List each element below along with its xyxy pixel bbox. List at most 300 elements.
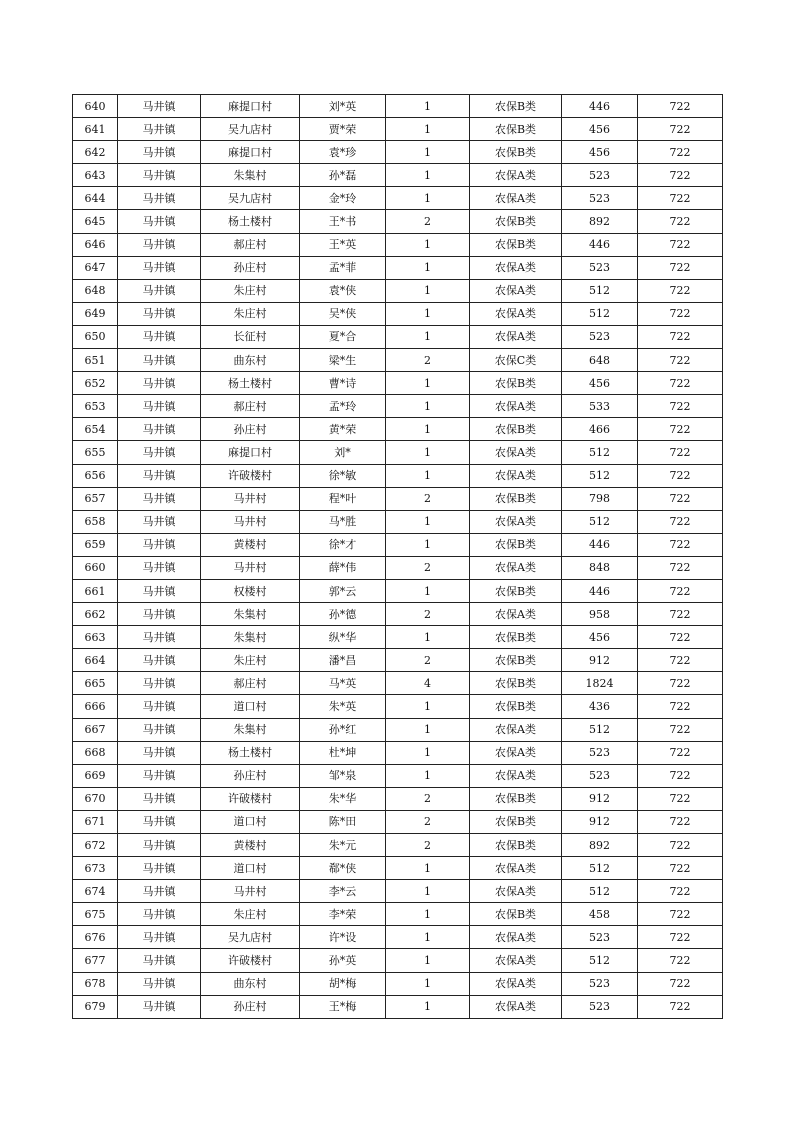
town-cell: 马井镇 (118, 372, 201, 395)
row-number-cell: 664 (73, 649, 118, 672)
table-row (73, 164, 723, 187)
insurance-type-cell: 农保B类 (470, 834, 562, 857)
insurance-type-cell: 农保A类 (470, 441, 562, 464)
table-row (73, 372, 723, 395)
village-cell: 孙庄村 (201, 995, 300, 1018)
standard-cell: 722 (638, 95, 723, 118)
village-cell: 道口村 (201, 857, 300, 880)
table-row (73, 533, 723, 556)
insurance-type-cell: 农保A类 (470, 949, 562, 972)
village-cell: 麻提口村 (201, 441, 300, 464)
town-cell: 马井镇 (118, 995, 201, 1018)
table-row (73, 395, 723, 418)
insurance-type-cell: 农保B类 (470, 626, 562, 649)
insurance-type-cell: 农保B类 (470, 233, 562, 256)
name-cell: 李*荣 (300, 903, 386, 926)
town-cell: 马井镇 (118, 810, 201, 833)
row-number-cell: 658 (73, 510, 118, 533)
row-number-cell: 675 (73, 903, 118, 926)
insurance-type-cell: 农保A类 (470, 718, 562, 741)
village-cell: 马井村 (201, 556, 300, 579)
row-number-cell: 648 (73, 279, 118, 302)
amount-cell: 436 (562, 695, 638, 718)
town-cell: 马井镇 (118, 487, 201, 510)
row-number-cell: 642 (73, 141, 118, 164)
amount-cell: 523 (562, 187, 638, 210)
town-cell: 马井镇 (118, 395, 201, 418)
table-row (73, 695, 723, 718)
name-cell: 刘* (300, 441, 386, 464)
insurance-type-cell: 农保B类 (470, 118, 562, 141)
household-count-cell: 1 (386, 533, 470, 556)
town-cell: 马井镇 (118, 510, 201, 533)
standard-cell: 722 (638, 233, 723, 256)
name-cell: 王*书 (300, 210, 386, 233)
household-count-cell: 2 (386, 487, 470, 510)
village-cell: 曲东村 (201, 972, 300, 995)
name-cell: 袁*珍 (300, 141, 386, 164)
standard-cell: 722 (638, 210, 723, 233)
town-cell: 马井镇 (118, 441, 201, 464)
name-cell: 徐*才 (300, 533, 386, 556)
town-cell: 马井镇 (118, 556, 201, 579)
amount-cell: 512 (562, 718, 638, 741)
standard-cell: 722 (638, 672, 723, 695)
table-row (73, 302, 723, 325)
name-cell: 潘*昌 (300, 649, 386, 672)
household-count-cell: 2 (386, 649, 470, 672)
table-row (73, 972, 723, 995)
village-cell: 黄楼村 (201, 533, 300, 556)
insurance-type-cell: 农保A类 (470, 325, 562, 348)
town-cell: 马井镇 (118, 256, 201, 279)
row-number-cell: 641 (73, 118, 118, 141)
amount-cell: 512 (562, 510, 638, 533)
table-row (73, 579, 723, 602)
name-cell: 金*玲 (300, 187, 386, 210)
row-number-cell: 671 (73, 810, 118, 833)
household-count-cell: 1 (386, 279, 470, 302)
town-cell: 马井镇 (118, 741, 201, 764)
table-row (73, 141, 723, 164)
household-count-cell: 2 (386, 603, 470, 626)
table-row (73, 949, 723, 972)
insurance-type-cell: 农保A类 (470, 164, 562, 187)
table-row (73, 787, 723, 810)
row-number-cell: 657 (73, 487, 118, 510)
table-row (73, 418, 723, 441)
village-cell: 道口村 (201, 810, 300, 833)
insurance-type-cell: 农保A类 (470, 857, 562, 880)
name-cell: 朱*华 (300, 787, 386, 810)
name-cell: 孙*德 (300, 603, 386, 626)
insurance-type-cell: 农保C类 (470, 349, 562, 372)
name-cell: 孟*玲 (300, 395, 386, 418)
row-number-cell: 645 (73, 210, 118, 233)
name-cell: 王*英 (300, 233, 386, 256)
village-cell: 杨土楼村 (201, 741, 300, 764)
standard-cell: 722 (638, 556, 723, 579)
insurance-type-cell: 农保A类 (470, 764, 562, 787)
household-count-cell: 1 (386, 256, 470, 279)
town-cell: 马井镇 (118, 764, 201, 787)
amount-cell: 446 (562, 533, 638, 556)
household-count-cell: 1 (386, 718, 470, 741)
table-row (73, 187, 723, 210)
standard-cell: 722 (638, 880, 723, 903)
standard-cell: 722 (638, 972, 723, 995)
standard-cell: 722 (638, 926, 723, 949)
row-number-cell: 669 (73, 764, 118, 787)
table-row (73, 233, 723, 256)
amount-cell: 512 (562, 857, 638, 880)
household-count-cell: 1 (386, 579, 470, 602)
household-count-cell: 1 (386, 903, 470, 926)
village-cell: 麻提口村 (201, 95, 300, 118)
name-cell: 贾*荣 (300, 118, 386, 141)
insurance-type-cell: 农保A类 (470, 279, 562, 302)
table-row (73, 279, 723, 302)
table-row (73, 857, 723, 880)
amount-cell: 446 (562, 233, 638, 256)
row-number-cell: 653 (73, 395, 118, 418)
standard-cell: 722 (638, 164, 723, 187)
insurance-type-cell: 农保A类 (470, 187, 562, 210)
amount-cell: 892 (562, 834, 638, 857)
insurance-type-cell: 农保B类 (470, 810, 562, 833)
amount-cell: 446 (562, 95, 638, 118)
town-cell: 马井镇 (118, 118, 201, 141)
name-cell: 刘*英 (300, 95, 386, 118)
town-cell: 马井镇 (118, 949, 201, 972)
village-cell: 朱庄村 (201, 649, 300, 672)
table-row (73, 649, 723, 672)
standard-cell: 722 (638, 649, 723, 672)
name-cell: 郭*云 (300, 579, 386, 602)
town-cell: 马井镇 (118, 857, 201, 880)
town-cell: 马井镇 (118, 603, 201, 626)
insurance-type-cell: 农保B类 (470, 487, 562, 510)
standard-cell: 722 (638, 464, 723, 487)
table-row (73, 95, 723, 118)
standard-cell: 722 (638, 579, 723, 602)
row-number-cell: 654 (73, 418, 118, 441)
row-number-cell: 674 (73, 880, 118, 903)
village-cell: 马井村 (201, 880, 300, 903)
amount-cell: 512 (562, 464, 638, 487)
insurance-type-cell: 农保A类 (470, 302, 562, 325)
amount-cell: 456 (562, 372, 638, 395)
standard-cell: 722 (638, 441, 723, 464)
household-count-cell: 1 (386, 464, 470, 487)
insurance-type-cell: 农保A类 (470, 603, 562, 626)
name-cell: 马*胜 (300, 510, 386, 533)
town-cell: 马井镇 (118, 533, 201, 556)
standard-cell: 722 (638, 626, 723, 649)
amount-cell: 446 (562, 579, 638, 602)
amount-cell: 456 (562, 141, 638, 164)
table-row (73, 834, 723, 857)
data-table (72, 94, 723, 1019)
row-number-cell: 660 (73, 556, 118, 579)
household-count-cell: 1 (386, 441, 470, 464)
household-count-cell: 2 (386, 210, 470, 233)
village-cell: 长征村 (201, 325, 300, 348)
table-row (73, 810, 723, 833)
household-count-cell: 1 (386, 233, 470, 256)
town-cell: 马井镇 (118, 349, 201, 372)
household-count-cell: 2 (386, 810, 470, 833)
name-cell: 曹*诗 (300, 372, 386, 395)
standard-cell: 722 (638, 834, 723, 857)
town-cell: 马井镇 (118, 903, 201, 926)
town-cell: 马井镇 (118, 926, 201, 949)
table-row (73, 903, 723, 926)
town-cell: 马井镇 (118, 649, 201, 672)
table-row (73, 441, 723, 464)
name-cell: 郗*侠 (300, 857, 386, 880)
amount-cell: 523 (562, 164, 638, 187)
name-cell: 孙*磊 (300, 164, 386, 187)
table-row (73, 995, 723, 1018)
insurance-type-cell: 农保B类 (470, 649, 562, 672)
insurance-type-cell: 农保B类 (470, 418, 562, 441)
row-number-cell: 643 (73, 164, 118, 187)
amount-cell: 523 (562, 926, 638, 949)
name-cell: 孙*英 (300, 949, 386, 972)
standard-cell: 722 (638, 857, 723, 880)
amount-cell: 648 (562, 349, 638, 372)
insurance-type-cell: 农保B类 (470, 672, 562, 695)
name-cell: 朱*英 (300, 695, 386, 718)
village-cell: 朱庄村 (201, 302, 300, 325)
town-cell: 马井镇 (118, 834, 201, 857)
standard-cell: 722 (638, 533, 723, 556)
row-number-cell: 652 (73, 372, 118, 395)
name-cell: 梁*生 (300, 349, 386, 372)
household-count-cell: 1 (386, 164, 470, 187)
household-count-cell: 1 (386, 626, 470, 649)
row-number-cell: 670 (73, 787, 118, 810)
standard-cell: 722 (638, 741, 723, 764)
household-count-cell: 1 (386, 325, 470, 348)
town-cell: 马井镇 (118, 695, 201, 718)
amount-cell: 958 (562, 603, 638, 626)
household-count-cell: 1 (386, 418, 470, 441)
row-number-cell: 650 (73, 325, 118, 348)
standard-cell: 722 (638, 118, 723, 141)
row-number-cell: 644 (73, 187, 118, 210)
insurance-type-cell: 农保B类 (470, 579, 562, 602)
village-cell: 吴九店村 (201, 118, 300, 141)
village-cell: 郝庄村 (201, 672, 300, 695)
household-count-cell: 1 (386, 510, 470, 533)
insurance-type-cell: 农保A类 (470, 972, 562, 995)
standard-cell: 722 (638, 995, 723, 1018)
row-number-cell: 649 (73, 302, 118, 325)
insurance-type-cell: 农保B类 (470, 903, 562, 926)
amount-cell: 798 (562, 487, 638, 510)
household-count-cell: 1 (386, 187, 470, 210)
town-cell: 马井镇 (118, 187, 201, 210)
village-cell: 杨土楼村 (201, 210, 300, 233)
village-cell: 曲东村 (201, 349, 300, 372)
standard-cell: 722 (638, 349, 723, 372)
name-cell: 孙*红 (300, 718, 386, 741)
document-page (72, 94, 722, 1019)
amount-cell: 912 (562, 810, 638, 833)
name-cell: 许*设 (300, 926, 386, 949)
insurance-type-cell: 农保A类 (470, 510, 562, 533)
amount-cell: 1824 (562, 672, 638, 695)
amount-cell: 523 (562, 972, 638, 995)
name-cell: 夏*合 (300, 325, 386, 348)
table-row (73, 626, 723, 649)
table-row (73, 510, 723, 533)
amount-cell: 912 (562, 787, 638, 810)
standard-cell: 722 (638, 787, 723, 810)
household-count-cell: 1 (386, 880, 470, 903)
name-cell: 杜*坤 (300, 741, 386, 764)
table-body (73, 95, 723, 1019)
insurance-type-cell: 农保A类 (470, 995, 562, 1018)
village-cell: 朱集村 (201, 626, 300, 649)
name-cell: 薛*伟 (300, 556, 386, 579)
household-count-cell: 1 (386, 857, 470, 880)
name-cell: 程*叶 (300, 487, 386, 510)
name-cell: 陈*田 (300, 810, 386, 833)
insurance-type-cell: 农保B类 (470, 533, 562, 556)
amount-cell: 512 (562, 949, 638, 972)
row-number-cell: 656 (73, 464, 118, 487)
household-count-cell: 1 (386, 764, 470, 787)
row-number-cell: 663 (73, 626, 118, 649)
row-number-cell: 665 (73, 672, 118, 695)
standard-cell: 722 (638, 395, 723, 418)
name-cell: 李*云 (300, 880, 386, 903)
amount-cell: 458 (562, 903, 638, 926)
row-number-cell: 672 (73, 834, 118, 857)
insurance-type-cell: 农保B类 (470, 372, 562, 395)
village-cell: 朱集村 (201, 164, 300, 187)
town-cell: 马井镇 (118, 672, 201, 695)
amount-cell: 512 (562, 279, 638, 302)
household-count-cell: 2 (386, 834, 470, 857)
amount-cell: 523 (562, 995, 638, 1018)
village-cell: 权楼村 (201, 579, 300, 602)
name-cell: 马*英 (300, 672, 386, 695)
amount-cell: 848 (562, 556, 638, 579)
insurance-type-cell: 农保B类 (470, 95, 562, 118)
row-number-cell: 677 (73, 949, 118, 972)
household-count-cell: 1 (386, 302, 470, 325)
standard-cell: 722 (638, 279, 723, 302)
village-cell: 马井村 (201, 510, 300, 533)
village-cell: 郝庄村 (201, 233, 300, 256)
village-cell: 许破楼村 (201, 787, 300, 810)
town-cell: 马井镇 (118, 880, 201, 903)
name-cell: 孟*菲 (300, 256, 386, 279)
amount-cell: 523 (562, 764, 638, 787)
amount-cell: 512 (562, 880, 638, 903)
standard-cell: 722 (638, 256, 723, 279)
town-cell: 马井镇 (118, 141, 201, 164)
village-cell: 吴九店村 (201, 187, 300, 210)
table-row (73, 718, 723, 741)
name-cell: 徐*敏 (300, 464, 386, 487)
table-row (73, 603, 723, 626)
amount-cell: 466 (562, 418, 638, 441)
standard-cell: 722 (638, 325, 723, 348)
standard-cell: 722 (638, 695, 723, 718)
village-cell: 道口村 (201, 695, 300, 718)
standard-cell: 722 (638, 810, 723, 833)
standard-cell: 722 (638, 487, 723, 510)
name-cell: 朱*元 (300, 834, 386, 857)
amount-cell: 523 (562, 741, 638, 764)
village-cell: 孙庄村 (201, 764, 300, 787)
household-count-cell: 2 (386, 349, 470, 372)
insurance-type-cell: 农保B类 (470, 695, 562, 718)
table-row (73, 256, 723, 279)
insurance-type-cell: 农保B类 (470, 787, 562, 810)
row-number-cell: 651 (73, 349, 118, 372)
name-cell: 邹*泉 (300, 764, 386, 787)
household-count-cell: 1 (386, 118, 470, 141)
amount-cell: 912 (562, 649, 638, 672)
row-number-cell: 655 (73, 441, 118, 464)
village-cell: 朱集村 (201, 603, 300, 626)
table-row (73, 464, 723, 487)
village-cell: 杨土楼村 (201, 372, 300, 395)
standard-cell: 722 (638, 418, 723, 441)
town-cell: 马井镇 (118, 972, 201, 995)
town-cell: 马井镇 (118, 325, 201, 348)
standard-cell: 722 (638, 187, 723, 210)
insurance-type-cell: 农保B类 (470, 141, 562, 164)
standard-cell: 722 (638, 764, 723, 787)
table-row (73, 741, 723, 764)
town-cell: 马井镇 (118, 718, 201, 741)
row-number-cell: 640 (73, 95, 118, 118)
household-count-cell: 1 (386, 141, 470, 164)
insurance-type-cell: 农保A类 (470, 256, 562, 279)
table-row (73, 118, 723, 141)
household-count-cell: 1 (386, 949, 470, 972)
insurance-type-cell: 农保A类 (470, 926, 562, 949)
amount-cell: 892 (562, 210, 638, 233)
standard-cell: 722 (638, 903, 723, 926)
amount-cell: 456 (562, 626, 638, 649)
household-count-cell: 2 (386, 787, 470, 810)
table-row (73, 672, 723, 695)
insurance-type-cell: 农保A类 (470, 880, 562, 903)
household-count-cell: 1 (386, 695, 470, 718)
table-row (73, 210, 723, 233)
village-cell: 吴九店村 (201, 926, 300, 949)
town-cell: 马井镇 (118, 579, 201, 602)
town-cell: 马井镇 (118, 233, 201, 256)
village-cell: 孙庄村 (201, 256, 300, 279)
household-count-cell: 1 (386, 372, 470, 395)
row-number-cell: 646 (73, 233, 118, 256)
insurance-type-cell: 农保A类 (470, 556, 562, 579)
insurance-type-cell: 农保A类 (470, 464, 562, 487)
name-cell: 袁*侠 (300, 279, 386, 302)
town-cell: 马井镇 (118, 164, 201, 187)
village-cell: 马井村 (201, 487, 300, 510)
town-cell: 马井镇 (118, 95, 201, 118)
